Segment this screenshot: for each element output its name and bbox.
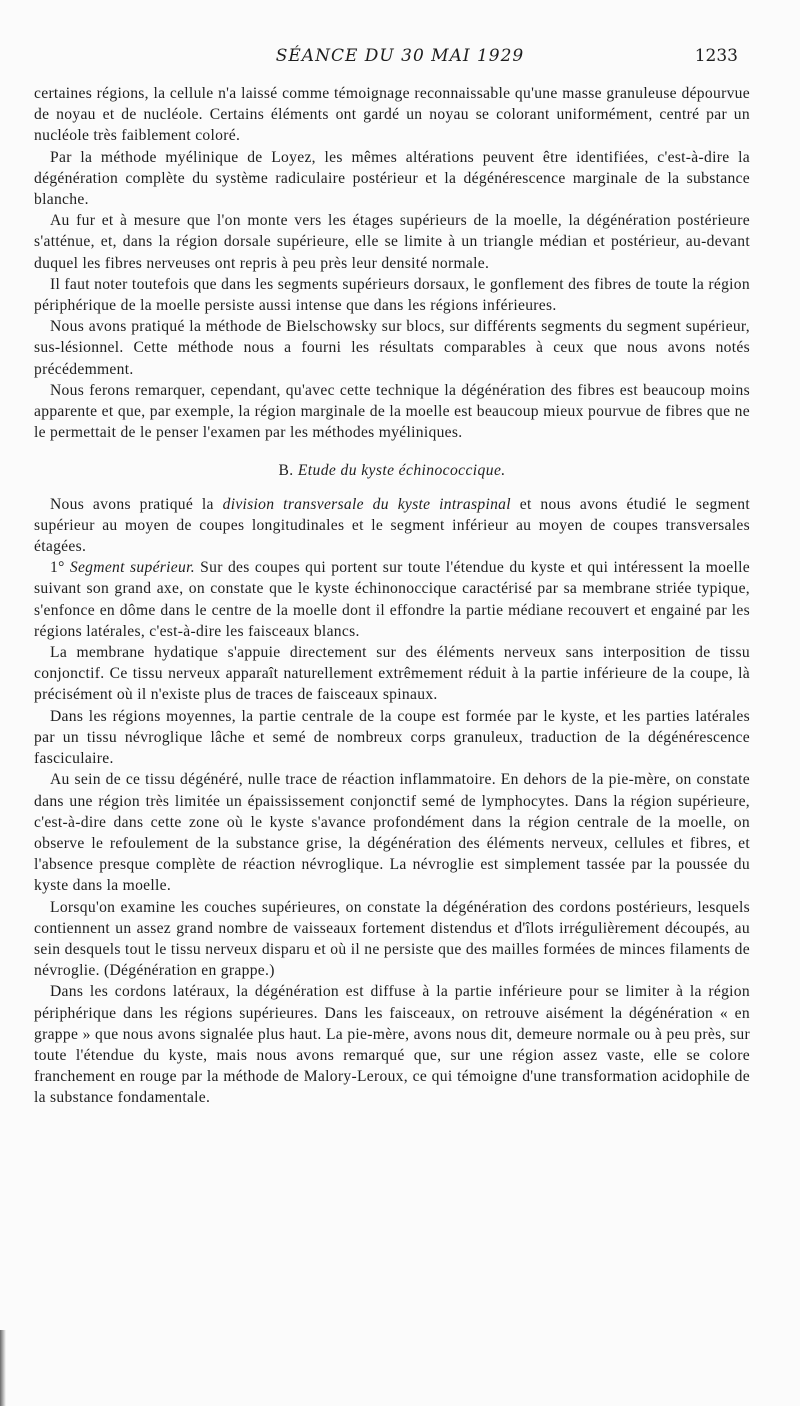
paragraph: Par la méthode myélinique de Loyez, les mêmes altérations peuvent être identifiées, c'est-à-dire la dégénération complète du système radiculaire postérieur et la dégénérescence marginale de la substance blanche.	[34, 148, 750, 209]
page-number: 1233	[694, 46, 738, 66]
paragraph: Il faut noter toutefois que dans les segments supérieurs dorsaux, le gonflement des fibres de toute la région périphérique de la moelle persiste aussi intense que dans les régions inférieures.	[34, 275, 750, 315]
page-binding-shadow	[0, 1330, 6, 1406]
paragraph: Nous ferons remarquer, cependant, qu'avec cette technique la dégénération des fibres est beaucoup moins apparente et que, par exemple, la région marginale de la moelle est beaucoup mieux pourvue de fibres que ne le permettait de le penser l'examen par les méthodes myéliniques.	[34, 381, 750, 442]
subsection-paragraph	[34, 557, 750, 642]
paragraph: La membrane hydatique s'appuie directement sur des éléments nerveux sans interposition de tissu conjonctif. Ce tissu nerveux apparaît naturellement extrêmement réduit à la partie inférieure de la coupe, là précisément où il n'existe plus de traces de faisceaux spinaux.	[34, 644, 750, 704]
running-header	[0, 46, 800, 70]
section-heading	[34, 460, 750, 481]
intro-text-start: Nous avons pratiqué la	[50, 495, 223, 513]
intro-emphasis: division transversale du kyste intraspinal	[222, 495, 511, 513]
paragraph: certaines régions, la cellule n'a laissé comme témoignage reconnaissable qu'une masse granuleuse dépourvue de noyau et de nucléole. Certains éléments ont gardé un noyau se colorant uniformément, centré par un nucléole très faiblement coloré.	[34, 85, 750, 145]
section-number: B.	[278, 462, 294, 480]
intro-text-end: et nous avons étudié le segment supérieur au moyen de coupes longitudinales et le segment inférieur au moyen de coupes transversales étagées.	[34, 495, 750, 556]
paragraph: Nous avons pratiqué la méthode de Bielschowsky sur blocs, sur différents segments du segment supérieur, sus-lésionnel. Cette méthode nous a fourni les résultats comparables à ceux que nous avons notés précédemment.	[34, 318, 750, 378]
paragraph: Au sein de ce tissu dégénéré, nulle trace de réaction inflammatoire. En dehors de la pie-mère, on constate dans une région très limitée un épaississement conjonctif semé de lymphocytes. Dans la région supérieure, c'est-à-dire dans cette zone où le kyste s'avance profondément dans la région centrale de la moelle, on observe le refoulement de la substance grise, la dégénération des éléments nerveux, cellules et fibres, et l'absence presque complète de réaction névroglique. La névroglie est simplement tassée par la poussée du kyste dans la moelle.	[34, 771, 750, 895]
subsection-number: 1°	[50, 559, 65, 577]
subsection-text: Sur des coupes qui portent sur toute l'étendue du kyste et qui intéressent la moelle suivant son grand axe, on constate que le kyste échinonoccique caractérisé par sa membrane striée typique, s'enfonce en dôme dans le centre de la moelle dont il effondre la partie médiane recouvert et engainé par les régions latérales, c'est-à-dire les faisceaux blancs.	[34, 559, 750, 640]
article-body	[34, 83, 750, 1109]
paragraph: Dans les cordons latéraux, la dégénération est diffuse à la partie inférieure pour se limiter à la région périphérique dans les régions supérieures. Dans les faisceaux, on retrouve aisément la dégénération « en grappe » que nous avons signalée plus haut. La pie-mère, avons nous dit, demeure normale ou à peu près, sur toute l'étendue du kyste, mais nous avons remarqué que, sur une région assez vaste, elle se colore franchement en rouge par la méthode de Malory-Leroux, ce qui témoigne d'une transformation acidophile de la substance fondamentale.	[34, 983, 750, 1107]
section-title: Etude du kyste échinococcique.	[297, 462, 506, 480]
paragraph: Au fur et à mesure que l'on monte vers les étages supérieurs de la moelle, la dégénération postérieure s'atténue, et, dans la région dorsale supérieure, elle se limite à un triangle médian et postérieur, au-devant duquel les fibres nerveuses ont repris à peu près leur densité normale.	[34, 212, 750, 272]
intro-paragraph	[34, 494, 750, 558]
subsection-title: Segment supérieur.	[69, 559, 195, 577]
paragraph: Lorsqu'on examine les couches supérieures, on constate la dégénération des cordons postérieurs, lesquels contiennent un assez grand nombre de vaisseaux fortement distendus et d'îlots irrégulièrement découpés, au sein desquels tout le tissu nerveux disparu et où il ne persiste que des mailles formées de minces filaments de névroglie. (Dégénération en grappe.)	[34, 898, 750, 980]
paragraph: Dans les régions moyennes, la partie centrale de la coupe est formée par le kyste, et les parties latérales par un tissu névroglique lâche et semé de nombreux corps granuleux, traduction de la dégénérescence fasciculaire.	[34, 707, 750, 768]
running-title: SÉANCE DU 30 MAI 1929	[275, 46, 525, 66]
